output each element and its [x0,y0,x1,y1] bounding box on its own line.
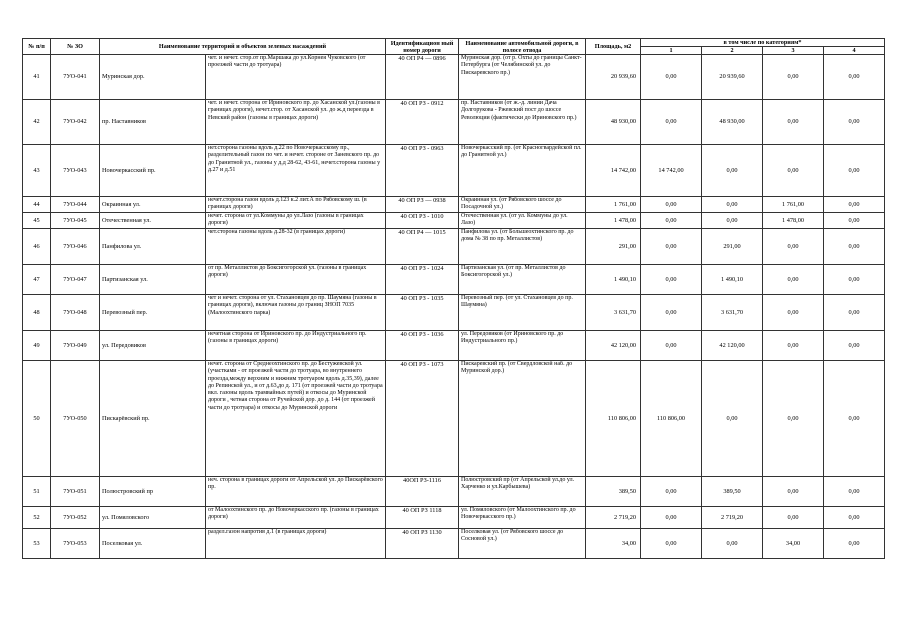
row-description-text: от пр. Металлистов до Боксигогорской ул. (газоны в границах дороги) [208,265,367,279]
row-description [206,265,386,295]
header-cat-4: 4 [824,47,885,55]
row-code: 7УО-052 [51,507,100,529]
row-number: 41 [23,55,51,100]
table-row [23,331,885,361]
row-area: 291,00 [586,229,641,265]
table-row [23,507,885,529]
row-road-id: 40 ОП РЗ - 1073 [386,361,459,477]
row-category-3: 0,00 [763,229,824,265]
row-category-3: 0,00 [763,55,824,100]
row-category-4: 0,00 [824,145,885,197]
row-road-name-text: Панфилова ул. (от Большеохтинского пр. до дома № 38 по пр. Металлистов) [461,229,574,243]
row-category-2: 2 719,20 [702,507,763,529]
row-category-2: 0,00 [702,529,763,559]
row-number: 48 [23,295,51,331]
row-number: 45 [23,213,51,229]
row-description-text: нечет. сторона от Среднеохтинского пр. до Бестужевской ул. (участками - от проезжей части до тротуара, во внутреннего проезда,между верхним и нижним тротуаром вдоль д.35,39), далее до Репинской ул., и от д.63,до д. 171 (от проезжей части до тротуара вкл. газоны вдоль трамвайных путей) и откосы до Муринской дороги , четная сторона от Ручейской дор. до д. 144 (от проезжей части до тротуара) и откосы до Муринской дороги [208,361,383,411]
row-area: 1 490,10 [586,265,641,295]
row-road-name-text: ул. Помяловского (от Малоохтинского пр. до Новочеркасского пр.) [461,507,576,521]
row-road-name [459,529,586,559]
row-road-name-text: Партизанская ул. (от пр. Металлистов до Боксигогорской ул.) [461,265,566,279]
row-description-text: от Малоохтинского пр. до Новочеркасского пр. (газоны в границах дороги) [208,507,379,521]
row-name: Окраинная ул. [100,197,206,213]
table-row [23,265,885,295]
row-description [206,507,386,529]
row-area: 20 939,60 [586,55,641,100]
row-category-3: 0,00 [763,507,824,529]
row-road-name [459,265,586,295]
row-category-4: 0,00 [824,213,885,229]
row-road-name [459,477,586,507]
row-code: 7УО-047 [51,265,100,295]
row-number: 43 [23,145,51,197]
table-row [23,295,885,331]
row-area: 1 478,00 [586,213,641,229]
row-category-1: 0,00 [641,529,702,559]
row-category-4: 0,00 [824,100,885,145]
row-number: 53 [23,529,51,559]
row-code: 7УО-046 [51,229,100,265]
row-name: Панфилова ул. [100,229,206,265]
row-description-text: чет. и нечет. стор.от пр.Маршака до ул.Корнея Чуковского (от проезжей части до тротуара) [208,55,366,69]
row-category-4: 0,00 [824,361,885,477]
row-name: ул. Помяловского [100,507,206,529]
table-row [23,145,885,197]
row-code: 7УО-041 [51,55,100,100]
row-description [206,331,386,361]
row-area: 14 742,00 [586,145,641,197]
row-category-2: 389,50 [702,477,763,507]
row-category-3: 0,00 [763,331,824,361]
row-category-3: 0,00 [763,477,824,507]
row-category-4: 0,00 [824,529,885,559]
row-category-4: 0,00 [824,507,885,529]
header-cat-2: 2 [702,47,763,55]
row-road-name [459,145,586,197]
row-category-3: 0,00 [763,361,824,477]
row-category-1: 14 742,00 [641,145,702,197]
row-road-name [459,331,586,361]
row-category-1: 0,00 [641,100,702,145]
table-row [23,361,885,477]
row-number: 47 [23,265,51,295]
table-row [23,229,885,265]
row-code: 7УО-053 [51,529,100,559]
row-road-id: 40 ОП Р4 — 1015 [386,229,459,265]
row-description-text: чет.сторона газоны вдоль д.28-32 (в границах дороги) [208,229,346,235]
row-category-2: 20 939,60 [702,55,763,100]
row-road-name-text: Перевозный пер. (от ул. Стахановцев до пр. Шаумяна) [461,295,573,309]
row-road-name-text: Окраинная ул. (от Рябовского шоссе до Посадочной ул.) [461,197,562,211]
row-code: 7УО-051 [51,477,100,507]
row-road-name [459,229,586,265]
row-number: 44 [23,197,51,213]
header-code: № ЗО [51,39,100,55]
row-category-1: 0,00 [641,331,702,361]
row-road-id: 40 ОП РЗ - 1024 [386,265,459,295]
row-category-3: 34,00 [763,529,824,559]
row-area: 3 631,70 [586,295,641,331]
header-area: Площадь, м2 [586,39,641,55]
row-number: 52 [23,507,51,529]
row-description [206,100,386,145]
row-category-1: 0,00 [641,55,702,100]
row-area: 42 120,00 [586,331,641,361]
row-area: 389,50 [586,477,641,507]
row-name: Перевозный пер. [100,295,206,331]
table-row [23,100,885,145]
row-description-text: чет и нечет. сторона от ул. Стахановцев до пр. Шаумяна (газоны в границах дороги), включая газоны до границ ЗНОП 7035 (Малоохтинского парка) [208,295,377,316]
row-category-4: 0,00 [824,295,885,331]
row-category-3: 0,00 [763,265,824,295]
table-row [23,529,885,559]
row-category-2: 42 120,00 [702,331,763,361]
row-road-id: 40 ОП РЗ - 0912 [386,100,459,145]
table-row [23,55,885,100]
header-cat-3: 3 [763,47,824,55]
row-name: Партизанская ул. [100,265,206,295]
row-area: 1 761,00 [586,197,641,213]
row-category-3: 0,00 [763,295,824,331]
header-num: № п/п [23,39,51,55]
row-category-1: 0,00 [641,265,702,295]
header-cat-1: 1 [641,47,702,55]
row-category-1: 110 806,00 [641,361,702,477]
row-road-name-text: Муринская дор. (от р. Охты до границы Санкт-Петербурга (от Челябинской ул. до Пискаревского пр.) [461,55,582,76]
row-road-name [459,507,586,529]
row-category-1: 0,00 [641,295,702,331]
row-category-1: 0,00 [641,507,702,529]
row-road-name-text: Поселковая ул. (от Рябовского шоссе до Сосновой ул.) [461,529,564,543]
row-category-4: 0,00 [824,265,885,295]
row-description-text: раздел.газон напротив д.1 (в границах дороги) [208,529,327,535]
table-row [23,197,885,213]
row-code: 7УО-049 [51,331,100,361]
row-code: 7УО-050 [51,361,100,477]
table-row [23,477,885,507]
row-name: Поселковая ул. [100,529,206,559]
row-road-id: 40 ОП РЗ - 1010 [386,213,459,229]
row-category-4: 0,00 [824,197,885,213]
row-description [206,361,386,477]
green-zones-table-page [22,38,884,559]
row-road-name-text: ул. Передовиков (от Ириновского пр. до Индустриального пр.) [461,331,564,345]
row-road-id: 40 ОП Р4 — 0896 [386,55,459,100]
row-road-id: 40 ОП РЗ - 1035 [386,295,459,331]
row-area: 48 930,00 [586,100,641,145]
table-row [23,213,885,229]
row-category-4: 0,00 [824,477,885,507]
header-name: Наименование территорий и объектов зеленых насаждений [100,39,386,55]
row-road-id: 40 ОП РЗ — 0938 [386,197,459,213]
row-description [206,529,386,559]
row-category-1: 0,00 [641,197,702,213]
row-name: Полюстровский пр [100,477,206,507]
row-road-id: 40 ОП РЗ 1130 [386,529,459,559]
row-road-name-text: пр. Наставников (от ж.-д. линии Дача Долгорукова - Ржевский пост до шоссе Революции (фактически до Ириновского пр.) [461,100,577,121]
row-road-name-text: Новочеркасский пр. (от Красногвардейской пл. до Гранитной ул.) [461,145,582,159]
row-description-text: нет.сторона газоны вдоль д.22 по Новочеркасскому пр., разделительный газон по чет. и нечет. стороне от Заневского пр. до до Гранитной ул., газоны у д.д 28-62, 43-61, нечет.сторона газоны у д.27 и д.51 [208,145,381,173]
row-name: ул. Передовиков [100,331,206,361]
row-category-2: 0,00 [702,145,763,197]
row-category-3: 0,00 [763,145,824,197]
row-name: пр. Наставников [100,100,206,145]
row-code: 7УО-045 [51,213,100,229]
row-road-name-text: Полюстровский пр (от Апрельской ул.до ул. Харченко и ул.Карбышева) [461,477,575,491]
row-road-name-text: Отечественная ул. (от ул. Коммуны до ул. Лазо) [461,213,568,227]
row-road-name [459,100,586,145]
row-category-2: 0,00 [702,361,763,477]
row-road-id: 40ОП РЗ-1116 [386,477,459,507]
row-area: 34,00 [586,529,641,559]
row-description [206,55,386,100]
row-number: 50 [23,361,51,477]
row-road-id: 40 ОП РЗ - 1036 [386,331,459,361]
header-id: Идентификацион ный номер дороги [386,39,459,55]
row-description [206,295,386,331]
row-category-3: 0,00 [763,100,824,145]
row-description-text: неч. сторона в границах дороги от Апрельской ул. до Пискарёвского пр. [208,477,383,491]
row-road-id: 40 ОП РЗ 1118 [386,507,459,529]
row-description-text: чет. и нечет. сторона от Ириновского пр. до Хасанской ул.(газоны в границах дороги), нечет.стор. от Хасанской ул. до ж.д переезда в Невский район (газоны в границах дороги) [208,100,381,121]
row-name: Пискарёвский пр. [100,361,206,477]
header-categories: в том числе по категориям* [641,39,885,47]
row-description [206,477,386,507]
row-category-2: 3 631,70 [702,295,763,331]
row-code: 7УО-044 [51,197,100,213]
row-name: Муринская дор. [100,55,206,100]
row-road-id: 40 ОП РЗ - 0963 [386,145,459,197]
green-zones-table [22,38,885,559]
row-description-text: нечет. сторона от ул.Коммуны до ул.Лазо (газоны в границах дороги) [208,213,364,227]
row-category-2: 48 930,00 [702,100,763,145]
row-area: 2 719,20 [586,507,641,529]
row-category-4: 0,00 [824,229,885,265]
row-description [206,229,386,265]
row-area: 110 806,00 [586,361,641,477]
row-number: 42 [23,100,51,145]
row-category-1: 0,00 [641,229,702,265]
row-category-2: 0,00 [702,213,763,229]
row-road-name [459,295,586,331]
row-road-name [459,55,586,100]
row-name: Отечественная ул. [100,213,206,229]
row-number: 46 [23,229,51,265]
row-category-4: 0,00 [824,55,885,100]
row-category-1: 0,00 [641,213,702,229]
row-description [206,197,386,213]
row-code: 7УО-043 [51,145,100,197]
row-description [206,145,386,197]
row-category-1: 0,00 [641,477,702,507]
row-category-4: 0,00 [824,331,885,361]
row-category-2: 1 490,10 [702,265,763,295]
row-category-3: 1 478,00 [763,213,824,229]
row-description-text: нечет.сторона газон вдоль д.123 к.2 лит.А по Рябовскому ш. (в границах дороги) [208,197,367,211]
row-category-2: 291,00 [702,229,763,265]
row-road-name [459,197,586,213]
header-road: Наименование автомобильной дороги, в полосе отвода [459,39,586,55]
row-road-name-text: Пискаревский пр. (от Свердловской наб. до Муринской дор.) [461,361,573,375]
row-number: 49 [23,331,51,361]
row-category-2: 0,00 [702,197,763,213]
row-category-3: 1 761,00 [763,197,824,213]
row-description [206,213,386,229]
row-road-name [459,361,586,477]
row-code: 7УО-048 [51,295,100,331]
row-number: 51 [23,477,51,507]
row-code: 7УО-042 [51,100,100,145]
row-name: Новочеркасский пр. [100,145,206,197]
row-road-name [459,213,586,229]
row-description-text: нечетная сторона от Ириновского пр. до Индустриального пр. (газоны в границах дороги) [208,331,367,345]
